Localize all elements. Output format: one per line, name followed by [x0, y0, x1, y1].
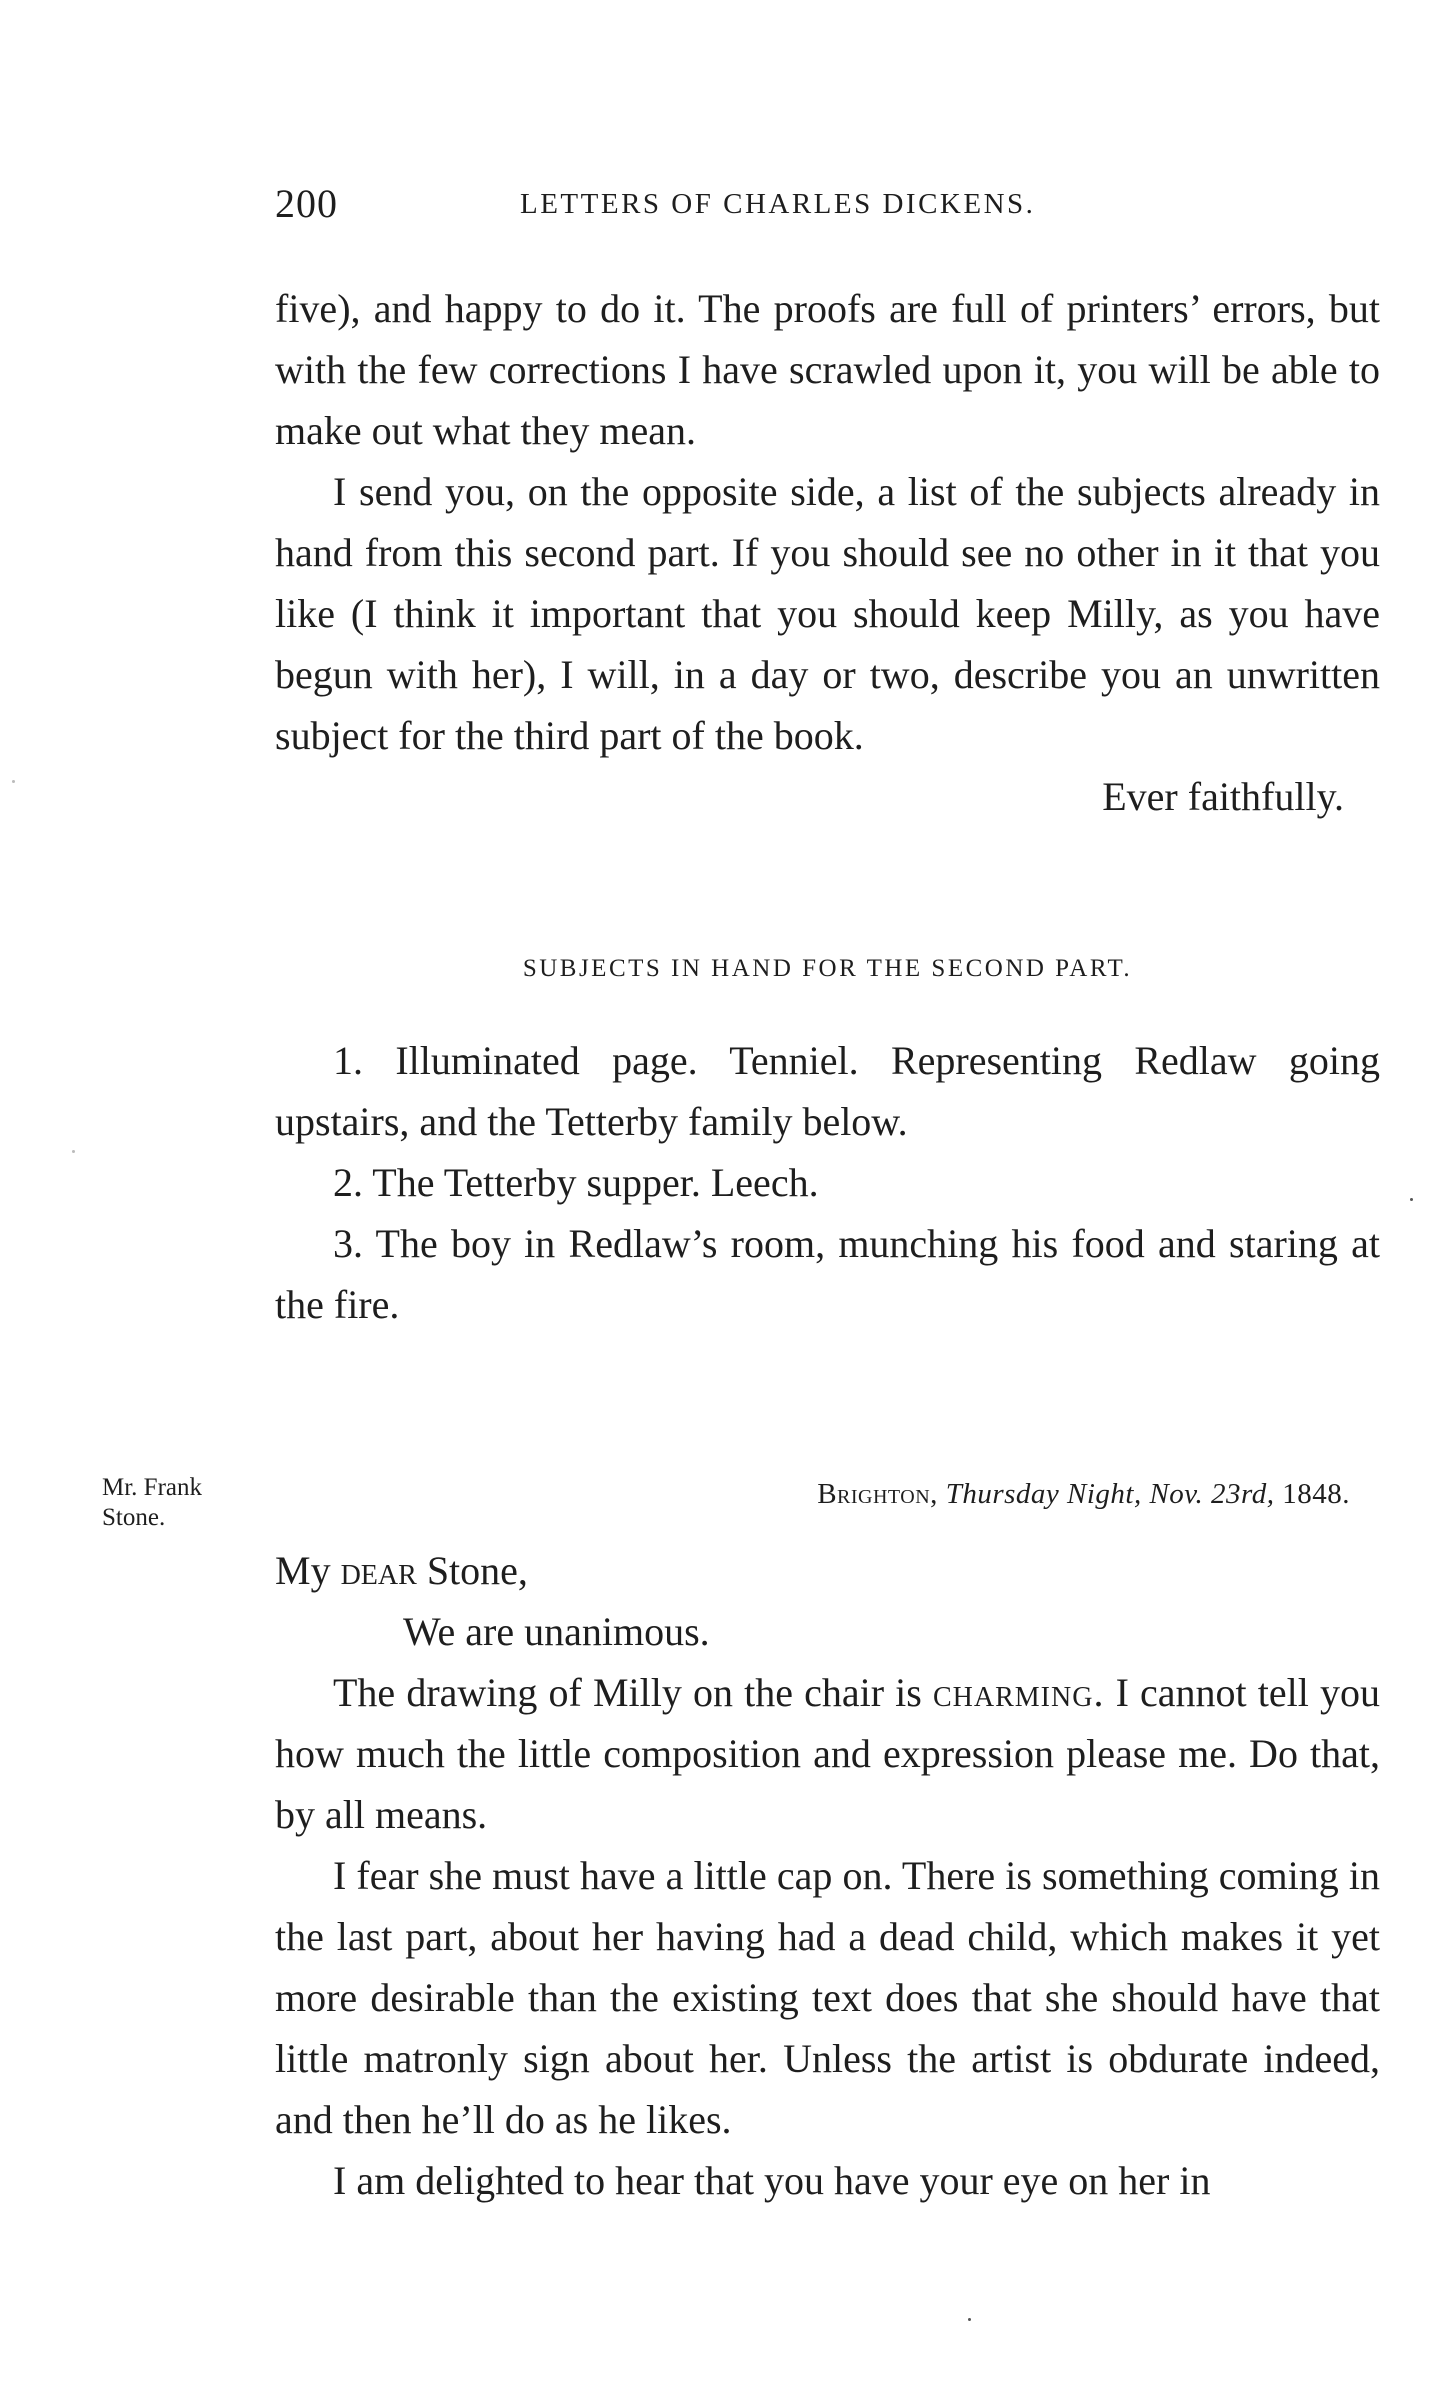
- subject-item-1: 1. Illuminated page. Tenniel. Representing Redlaw going upstairs, and the Tetterby family below.: [275, 1038, 1380, 1144]
- letter-two: [275, 1540, 1380, 2211]
- print-speck: [1410, 1198, 1413, 1201]
- print-speck: [12, 780, 15, 783]
- subject-item-3: 3. The boy in Redlaw’s room, munching his food and staring at the fire.: [275, 1221, 1380, 1327]
- para1-start: The drawing of Milly on the chair is: [333, 1670, 933, 1715]
- sidenote-line-1: Mr. Frank: [102, 1474, 202, 1501]
- para1-emphasis: charming.: [932, 1670, 1105, 1715]
- page-header: [275, 180, 1380, 230]
- dateline-day: Thursday Night,: [945, 1478, 1142, 1510]
- recipient-sidenote: [102, 1473, 202, 1533]
- letter-dateline: [660, 1478, 1350, 1511]
- salutation-my: My: [275, 1548, 341, 1593]
- salutation: [275, 1540, 1380, 1601]
- letter-one: [275, 278, 1380, 827]
- letter-two-paragraph-2: I fear she must have a little cap on. There is something coming in the last part, about her having had a dead child, which makes it yet more desirable than the existing text does that she should have that little matronly sign about her. Unless the artist is obdurate indeed, and then he’ll do as he likes.: [275, 1853, 1380, 2142]
- letter-one-paragraph-2: I send you, on the opposite side, a list of the subjects already in hand from this second part. If you should see no other in it that you like (I think it important that you should keep Milly, as you have begun with her), I will, in a day or two, describe you an unwritten subject for the third part of the book.: [275, 469, 1380, 758]
- para1-end: I cannot tell you how much the little composition and expression please me. Do that, by all means.: [275, 1670, 1380, 1837]
- subjects-heading: SUBJECTS IN HAND FOR THE SECOND PART.: [522, 955, 1133, 982]
- dateline-year: 1848.: [1282, 1478, 1350, 1510]
- letter-two-paragraph-3: I am delighted to hear that you have your eye on her in: [333, 2158, 1211, 2203]
- dateline-place: Brighton,: [817, 1478, 938, 1510]
- salutation-name: Stone,: [416, 1548, 528, 1593]
- running-title: LETTERS OF CHARLES DICKENS.: [520, 188, 1036, 220]
- opening-line: We are unanimous.: [403, 1609, 710, 1654]
- letter-one-closing: Ever faithfully.: [1102, 774, 1344, 819]
- sidenote-line-2: Stone.: [102, 1504, 166, 1531]
- letter-two-paragraph-1: [275, 1662, 1380, 1845]
- page-number: 200: [275, 181, 338, 226]
- print-speck: [72, 1150, 75, 1153]
- salutation-dear: dear: [340, 1548, 417, 1593]
- dateline-date: Nov. 23rd,: [1149, 1478, 1275, 1510]
- letter-one-paragraph-1: five), and happy to do it. The proofs are full of printers’ errors, but with the few corrections I have scrawled upon it, you will be able to make out what they mean.: [275, 286, 1380, 453]
- subject-item-2: 2. The Tetterby supper. Leech.: [333, 1160, 819, 1205]
- subjects-list: [275, 1030, 1380, 1335]
- print-speck: [968, 2318, 971, 2321]
